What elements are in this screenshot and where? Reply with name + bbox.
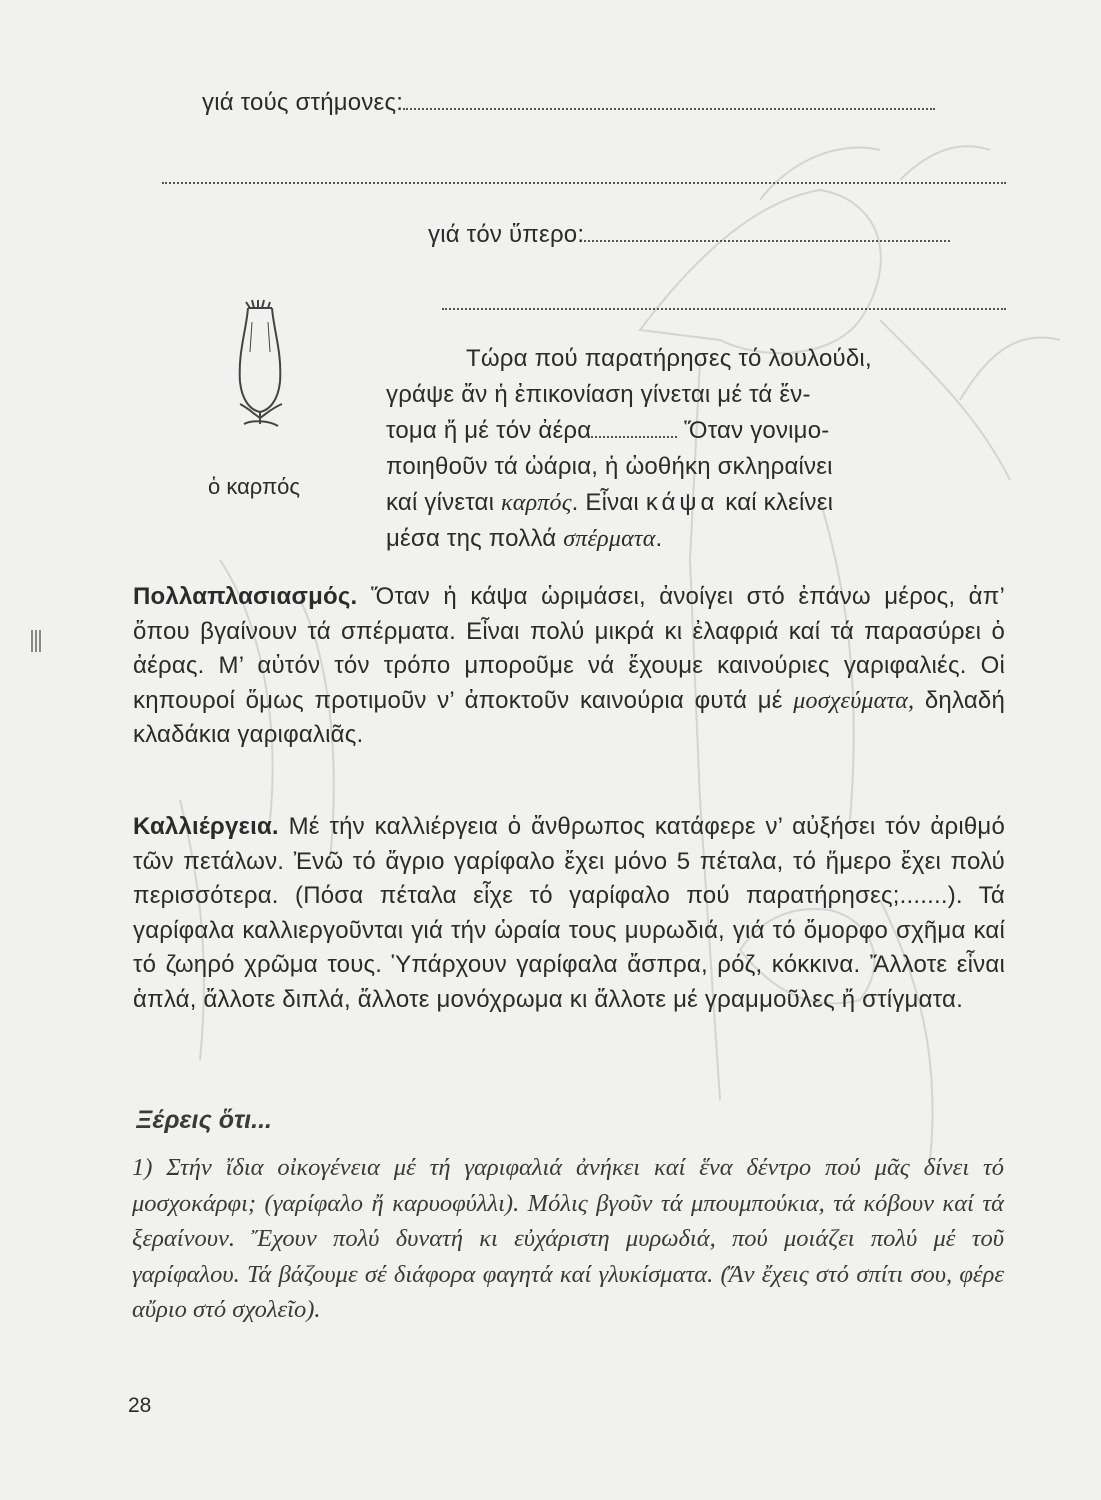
- cultivation-paragraph: Καλλιέργεια. Μέ τήν καλλιέργεια ὁ ἄνθρωπος κατάφερε ν’ αὐξήσει τόν ἀριθμό τῶν πετάλων. Ἐνῶ τό ἄγριο γαρίφαλο ἔχει μόνο 5 πέταλα, τό ἥμερο ἔχει πολύ περισσότερα. (Πόσα πέταλα εἶχε τό γαρίφαλο πού παρατήρησες;.......). Τά γαρίφαλα καλλιεργοῦνται γιά τήν ὡραία τους μυρωδιά, γιά τό ὄμορφο σχῆμα καί τό ζωηρό χρῶμα τους. Ὑπάρχουν γαρίφαλα ἄσπρα, ρόζ, κόκκινα. Ἄλλοτε εἶναι ἁπλά, ἄλλοτε διπλά, ἄλλοτε μονόχρωμα κι ἄλλοτε μέ γραμμοῦλες ἤ στίγματα.: [133, 813, 1005, 1013]
- page-number: 28: [128, 1394, 152, 1417]
- intro-line-2: γράψε ἄν ἡ ἐπικονίαση γίνεται μέ τά ἔν-: [386, 381, 811, 408]
- cultivation-heading: Καλλιέργεια.: [133, 813, 279, 840]
- pistil-answer-continuation[interactable]: [442, 286, 1006, 320]
- reproduction-paragraph: Πολλαπλασιασμός. Ὅταν ἡ κάψα ὡριμάσει, ἀνοίγει στό ἐπάνω μέρος, ἀπ’ ὅπου βγαίνουν τά σπέρματα. Εἶναι πολύ μικρά κι ἐλαφριά καί τά παρασύρει ὁ ἀέρας. Μ’ αὐτόν τόν τρόπο μποροῦμε νά ἔχουμε καινούριες γαριφαλιές. Οἱ κηπουροί ὅμως προτιμοῦν ν’ ἀποκτοῦν καινούρια φυτά μέ μοσχεύματα, δηλαδή κλαδάκια γαριφαλιᾶς.: [133, 583, 1006, 748]
- did-you-know-text: 1) Στήν ἴδια οἰκογένεια μέ τή γαριφαλιά ἀνήκει καί ἕνα δέντρο πού μᾶς δίνει τό μοσχοκάρφι; (γαρίφαλο ἤ καρυοφύλλι). Μόλις βγοῦν τά μπουμπούκια, τά κόβουν καί τά ξεραίνουν. Ἔχουν πολύ δυνατή κι εὐχάριστη μυρωδιά, πού μοιάζει πολύ μέ τοῦ γαρίφαλου. Τά βάζουμε σέ διάφορα φαγητά καί γλυκίσματα. (Ἄν ἔχεις στό σπίτι σου, φέρε αὔριο στό σχολεῖο).: [132, 1154, 1004, 1324]
- figure-caption: ὁ καρπός: [208, 474, 301, 499]
- stamens-prompt: [202, 86, 935, 120]
- did-you-know-title: Ξέρεις ὅτι...: [136, 1106, 272, 1134]
- binding-mark: [30, 630, 42, 652]
- pistil-prompt: [428, 218, 950, 252]
- term-capsule: κάψα: [645, 489, 719, 516]
- term-fruit: καρπός: [501, 490, 572, 516]
- reproduction-heading: Πολλαπλασιασμός.: [133, 583, 358, 610]
- fruit-capsule-icon: [220, 292, 300, 432]
- stamens-answer-line[interactable]: [403, 88, 935, 110]
- stamens-label: γιά τούς στήμονες:: [202, 89, 404, 116]
- intro-line-1: Τώρα πού παρατήρησες τό λουλούδι,: [466, 345, 872, 372]
- intro-line-6: μέσα της πολλά σπέρματα.: [386, 525, 663, 552]
- intro-line-3: τομα ἤ μέ τόν ἀέρα Ὅταν γονιμο-: [386, 417, 830, 444]
- pistil-label: γιά τόν ὕπερο:: [428, 221, 585, 248]
- pollination-answer-line[interactable]: [591, 416, 677, 438]
- intro-line-4: ποιηθοῦν τά ὠάρια, ἡ ὠοθήκη σκληραίνει: [386, 453, 833, 480]
- term-cuttings: μοσχεύματα,: [793, 687, 915, 714]
- term-seeds: σπέρματα: [563, 526, 656, 552]
- pistil-answer-line[interactable]: [584, 220, 950, 242]
- stamens-answer-continuation[interactable]: [162, 160, 1006, 194]
- intro-line-5: καί γίνεται καρπός. Εἶναι κάψα καί κλείνει: [386, 489, 834, 516]
